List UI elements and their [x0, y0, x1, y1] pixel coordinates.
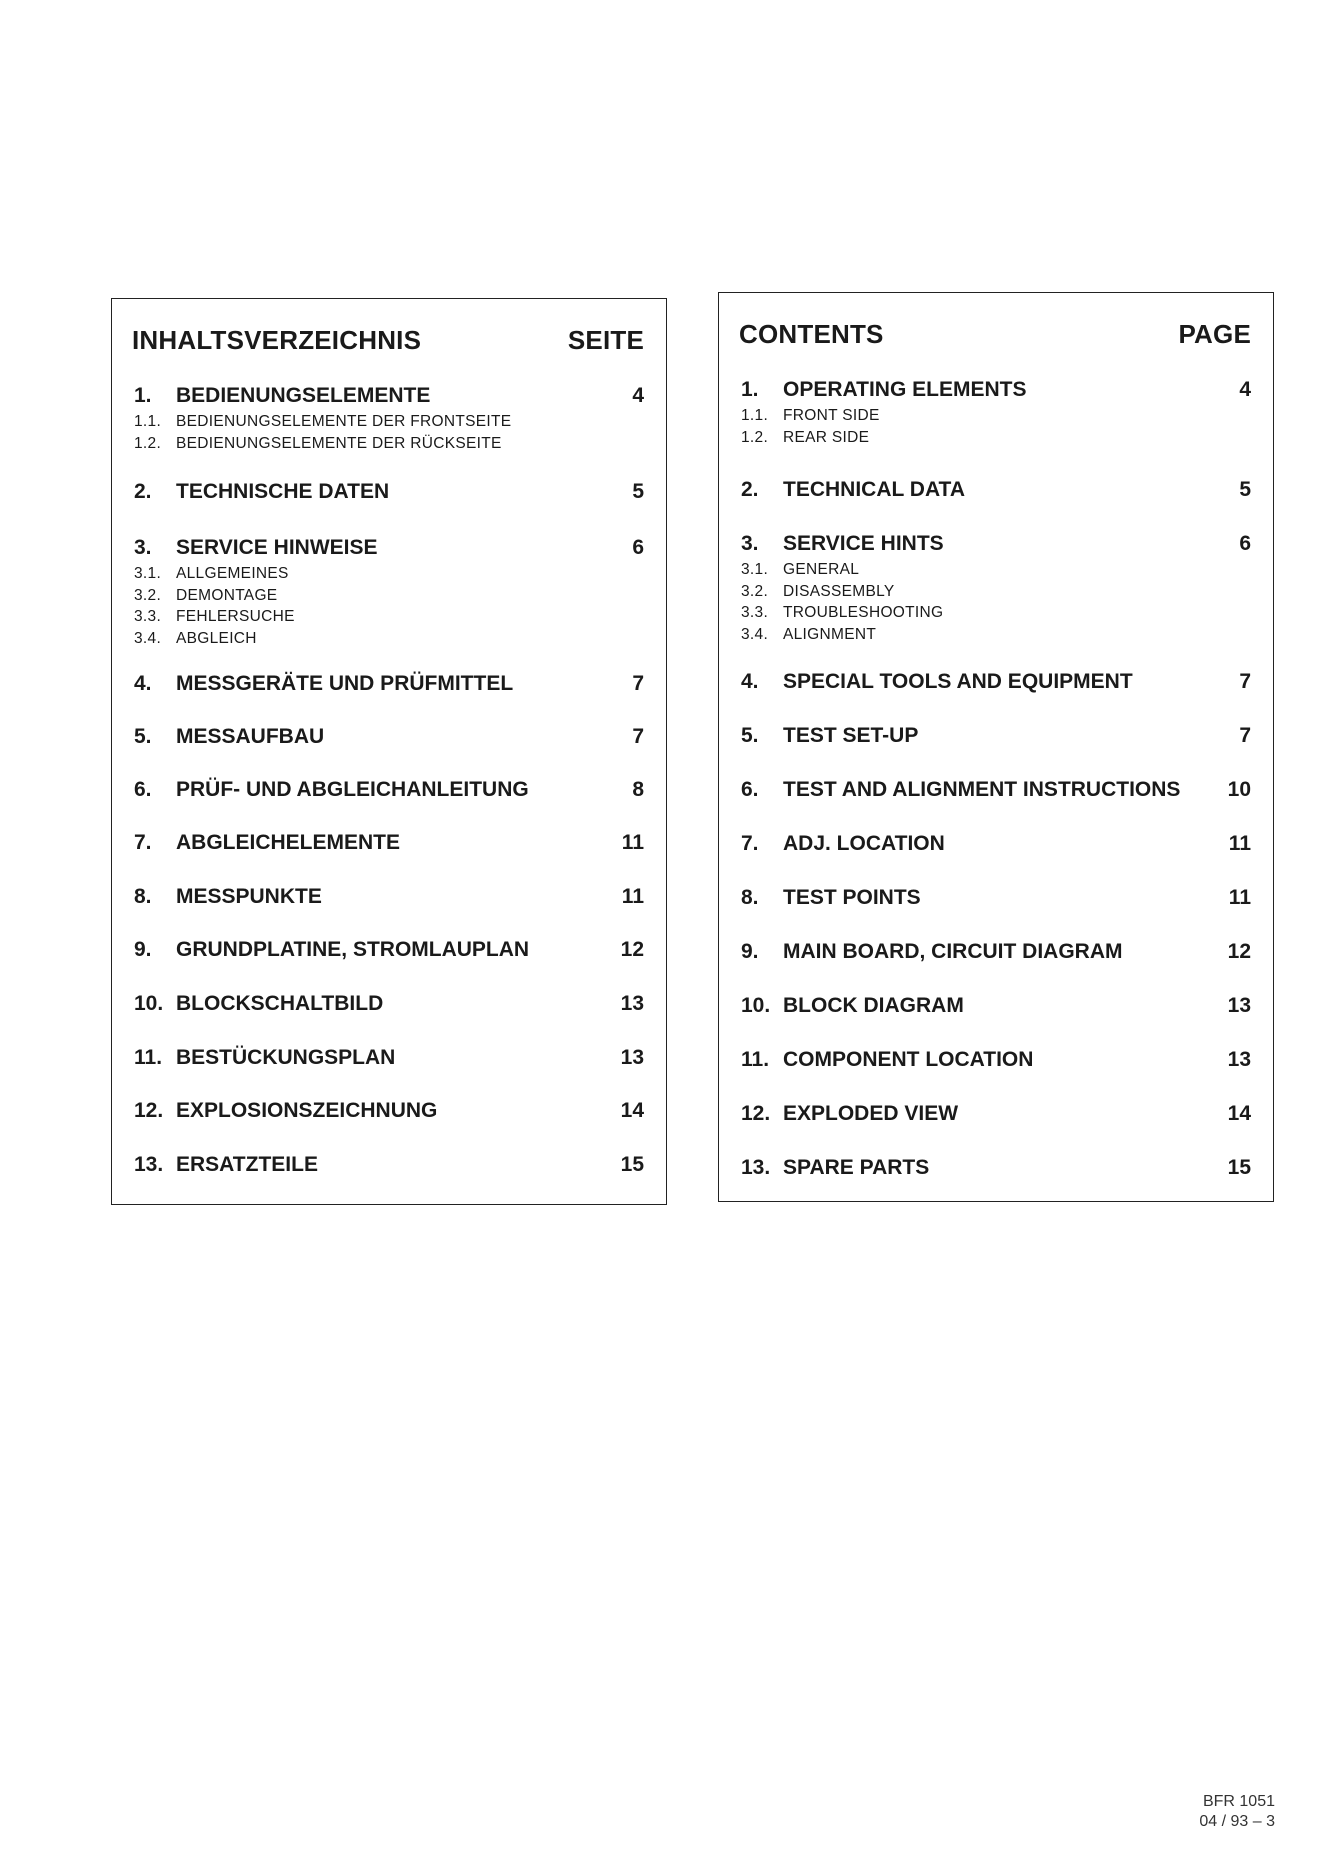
toc-subentry — [134, 628, 644, 650]
toc-entry-page: 11 — [1228, 886, 1251, 909]
toc-entry — [741, 1155, 1251, 1181]
toc-entry-title: MESSPUNKTE — [176, 885, 322, 908]
toc-entry — [741, 723, 1251, 749]
toc-entry-line — [134, 1098, 644, 1124]
toc-subentry — [741, 624, 1251, 646]
toc-entry — [134, 671, 644, 697]
toc-subentry — [134, 585, 644, 607]
toc-entry — [134, 884, 644, 910]
toc-entry-page: 14 — [1227, 1102, 1251, 1125]
toc-entry-number: 12. — [741, 1102, 771, 1125]
toc-entry-title: OPERATING ELEMENTS — [783, 378, 1027, 401]
toc-entry-number: 6. — [741, 778, 759, 801]
toc-entry-title: SPARE PARTS — [783, 1156, 930, 1179]
toc-entry-page: 4 — [632, 384, 644, 407]
toc-entry-number: 2. — [741, 478, 759, 501]
toc-entry-number: 12. — [134, 1099, 164, 1122]
toc-entry-number: 9. — [741, 940, 759, 963]
toc-entry-line — [134, 479, 644, 505]
toc-subentry — [134, 433, 644, 455]
toc-subentry-title: GENERAL — [783, 561, 860, 578]
toc-entry-line — [134, 777, 644, 803]
toc-entry — [741, 777, 1251, 803]
toc-entry-title: PRÜF- UND ABGLEICHANLEITUNG — [176, 778, 529, 801]
toc-entry-page: 11 — [621, 885, 644, 908]
toc-entry-number: 5. — [134, 725, 152, 748]
toc-entry — [134, 383, 644, 454]
toc-entry-number: 10. — [134, 992, 164, 1015]
toc-entry-page: 12 — [1227, 940, 1251, 963]
toc-entry-title: COMPONENT LOCATION — [783, 1048, 1034, 1071]
toc-entry — [741, 377, 1251, 448]
toc-entry — [741, 1101, 1251, 1127]
toc-entry-number: 5. — [741, 724, 759, 747]
toc-entry-title: TEST SET-UP — [783, 724, 919, 747]
toc-title-english: CONTENTS — [739, 319, 884, 349]
toc-entry-page: 12 — [620, 938, 644, 961]
toc-entry-line — [741, 477, 1251, 503]
toc-entry-line — [134, 937, 644, 963]
toc-subentries — [134, 563, 644, 649]
toc-entry-page: 8 — [632, 778, 644, 801]
toc-entry-page: 13 — [1227, 1048, 1251, 1071]
toc-entry-line — [741, 1047, 1251, 1073]
toc-entry — [134, 991, 644, 1017]
toc-box-english — [718, 292, 1274, 1202]
toc-entry-title: TECHNICAL DATA — [783, 478, 965, 501]
toc-entry — [741, 993, 1251, 1019]
toc-entry-line — [741, 885, 1251, 911]
toc-subentry-number: 3.3. — [741, 604, 769, 621]
toc-entry — [741, 939, 1251, 965]
toc-subentry-title: FRONT SIDE — [783, 407, 880, 424]
toc-entry-title: TEST AND ALIGNMENT INSTRUCTIONS — [783, 778, 1181, 801]
toc-entry-line — [134, 830, 644, 856]
toc-entry-page: 14 — [620, 1099, 644, 1122]
toc-entry-number: 10. — [741, 994, 771, 1017]
toc-title-german: INHALTSVERZEICHNIS — [132, 325, 422, 355]
toc-entry — [134, 777, 644, 803]
toc-subentry — [741, 559, 1251, 581]
toc-entry-page: 13 — [620, 1046, 644, 1069]
toc-subentry-number: 1.2. — [741, 428, 769, 446]
toc-subentry — [741, 602, 1251, 624]
toc-entry-number: 9. — [134, 938, 152, 961]
toc-entry — [741, 477, 1251, 503]
toc-entry-line — [134, 671, 644, 697]
toc-entry-number: 3. — [134, 536, 152, 559]
toc-entry-page: 7 — [632, 725, 644, 748]
toc-subentry-title: ALIGNMENT — [783, 625, 877, 643]
toc-entry — [134, 1152, 644, 1178]
toc-subentry-title: BEDIENUNGSELEMENTE DER FRONTSEITE — [176, 413, 512, 430]
toc-entry-title: TEST POINTS — [783, 886, 921, 909]
toc-entry-line — [741, 1155, 1251, 1181]
toc-entry-title: MESSAUFBAU — [176, 725, 325, 748]
toc-entry-title: ADJ. LOCATION — [783, 832, 945, 855]
toc-entry-line — [134, 1152, 644, 1178]
toc-subentry-title: FEHLERSUCHE — [176, 608, 295, 625]
toc-subentry-title: TROUBLESHOOTING — [783, 604, 944, 621]
toc-entry-page: 6 — [1239, 532, 1251, 555]
toc-entry-line — [741, 993, 1251, 1019]
toc-subentry-number: 3.2. — [134, 586, 162, 604]
toc-entry-page: 10 — [1227, 778, 1251, 801]
toc-entry — [741, 531, 1251, 645]
toc-subentry — [741, 581, 1251, 603]
toc-entry-title: SERVICE HINWEISE — [176, 536, 378, 559]
toc-entry-title: ERSATZTEILE — [176, 1153, 318, 1176]
toc-box-german — [111, 298, 667, 1205]
toc-entry-line — [134, 884, 644, 910]
toc-entry-page: 7 — [1239, 724, 1251, 747]
toc-header-english — [739, 319, 1251, 355]
toc-entry-title: BLOCKSCHALTBILD — [176, 992, 384, 1015]
toc-entry-page: 15 — [620, 1153, 644, 1176]
toc-entry — [741, 1047, 1251, 1073]
toc-entry — [134, 830, 644, 856]
toc-entry-line — [134, 724, 644, 750]
toc-subentry-title: DISASSEMBLY — [783, 582, 895, 600]
toc-entry-number: 3. — [741, 532, 759, 555]
toc-entry-number: 6. — [134, 778, 152, 801]
toc-entry-title: SPECIAL TOOLS AND EQUIPMENT — [783, 670, 1133, 693]
toc-entry-number: 8. — [134, 885, 152, 908]
toc-entry — [741, 831, 1251, 857]
toc-entry-line — [134, 535, 644, 561]
document-page-ref: 04 / 93 – 3 — [1199, 1813, 1275, 1830]
toc-entry-line — [741, 723, 1251, 749]
toc-entry-page: 5 — [1239, 478, 1251, 501]
toc-subentries — [741, 405, 1251, 448]
toc-entry — [741, 669, 1251, 695]
toc-entry-title: SERVICE HINTS — [783, 532, 944, 555]
toc-subentry-number: 3.4. — [134, 629, 162, 647]
page-column-label-english: PAGE — [1178, 319, 1251, 349]
toc-entry-title: MAIN BOARD, CIRCUIT DIAGRAM — [783, 940, 1123, 963]
toc-subentry-number: 1.1. — [134, 413, 162, 430]
toc-entry-number: 11. — [134, 1046, 163, 1069]
toc-entry-page: 11 — [621, 831, 644, 854]
toc-entry — [134, 479, 644, 505]
toc-entry-title: BLOCK DIAGRAM — [783, 994, 964, 1017]
toc-entry-line — [134, 1045, 644, 1071]
toc-entry-title: BESTÜCKUNGSPLAN — [176, 1046, 396, 1069]
toc-subentry-number: 3.1. — [741, 561, 769, 578]
toc-entry-number: 13. — [134, 1153, 164, 1176]
toc-subentries — [134, 411, 644, 454]
toc-entry-page: 6 — [632, 536, 644, 559]
toc-subentry-title: REAR SIDE — [783, 428, 870, 446]
document-code: BFR 1051 — [1202, 1793, 1275, 1810]
toc-entry-title: EXPLOSIONSZEICHNUNG — [176, 1099, 438, 1122]
toc-subentry-title: DEMONTAGE — [176, 586, 278, 604]
toc-entry-page: 13 — [1227, 994, 1251, 1017]
toc-entry — [134, 535, 644, 649]
toc-entry — [741, 885, 1251, 911]
toc-entry-line — [134, 991, 644, 1017]
toc-entry-number: 13. — [741, 1156, 771, 1179]
toc-entry-page: 13 — [620, 992, 644, 1015]
toc-entry-line — [741, 531, 1251, 557]
toc-subentry-number: 1.2. — [134, 434, 162, 452]
toc-entry-page: 5 — [632, 480, 644, 503]
toc-entry-page: 15 — [1227, 1156, 1251, 1179]
toc-entry-line — [741, 831, 1251, 857]
toc-entry-title: EXPLODED VIEW — [783, 1102, 959, 1125]
toc-subentry-number: 3.3. — [134, 608, 162, 625]
toc-subentry-number: 3.1. — [134, 565, 162, 582]
toc-entry-number: 4. — [134, 672, 152, 695]
toc-subentry-title: ABGLEICH — [176, 629, 257, 647]
toc-subentry-number: 3.4. — [741, 625, 769, 643]
toc-entry-line — [134, 383, 644, 409]
toc-entry-title: BEDIENUNGSELEMENTE — [176, 384, 431, 407]
toc-subentry — [134, 606, 644, 628]
toc-entry-number: 7. — [134, 831, 152, 854]
toc-subentry-title: ALLGEMEINES — [176, 565, 289, 582]
toc-entry-title: ABGLEICHELEMENTE — [176, 831, 401, 854]
toc-entry-number: 7. — [741, 832, 759, 855]
toc-subentry-title: BEDIENUNGSELEMENTE DER RÜCKSEITE — [176, 434, 502, 452]
toc-entry-title: MESSGERÄTE UND PRÜFMITTEL — [176, 672, 514, 695]
toc-entry-title: TECHNISCHE DATEN — [176, 480, 390, 503]
toc-subentry — [741, 427, 1251, 449]
toc-entry-page: 7 — [1239, 670, 1251, 693]
toc-entry-line — [741, 377, 1251, 403]
toc-entry-title: GRUNDPLATINE, STROMLAUPLAN — [176, 938, 530, 961]
toc-subentry — [134, 563, 644, 585]
document-footer — [1199, 1792, 1275, 1832]
toc-subentries — [741, 559, 1251, 645]
toc-entry-line — [741, 777, 1251, 803]
toc-entry-line — [741, 1101, 1251, 1127]
toc-entry-line — [741, 669, 1251, 695]
toc-header-german — [132, 325, 644, 361]
toc-entry — [134, 1045, 644, 1071]
toc-entry-number: 1. — [134, 384, 152, 407]
page-column-label-german: SEITE — [567, 325, 644, 355]
toc-subentry-number: 1.1. — [741, 407, 769, 424]
toc-entry-line — [741, 939, 1251, 965]
toc-entry-page: 7 — [632, 672, 644, 695]
toc-subentry — [134, 411, 644, 433]
toc-entry-page: 4 — [1239, 378, 1251, 401]
toc-entry-number: 1. — [741, 378, 759, 401]
toc-entry-page: 11 — [1228, 832, 1251, 855]
toc-entry — [134, 1098, 644, 1124]
toc-entry-number: 2. — [134, 480, 152, 503]
toc-subentry — [741, 405, 1251, 427]
toc-entry-number: 4. — [741, 670, 759, 693]
toc-entry — [134, 724, 644, 750]
toc-entry-number: 11. — [741, 1048, 770, 1071]
toc-subentry-number: 3.2. — [741, 582, 769, 600]
toc-entry-number: 8. — [741, 886, 759, 909]
toc-entry — [134, 937, 644, 963]
